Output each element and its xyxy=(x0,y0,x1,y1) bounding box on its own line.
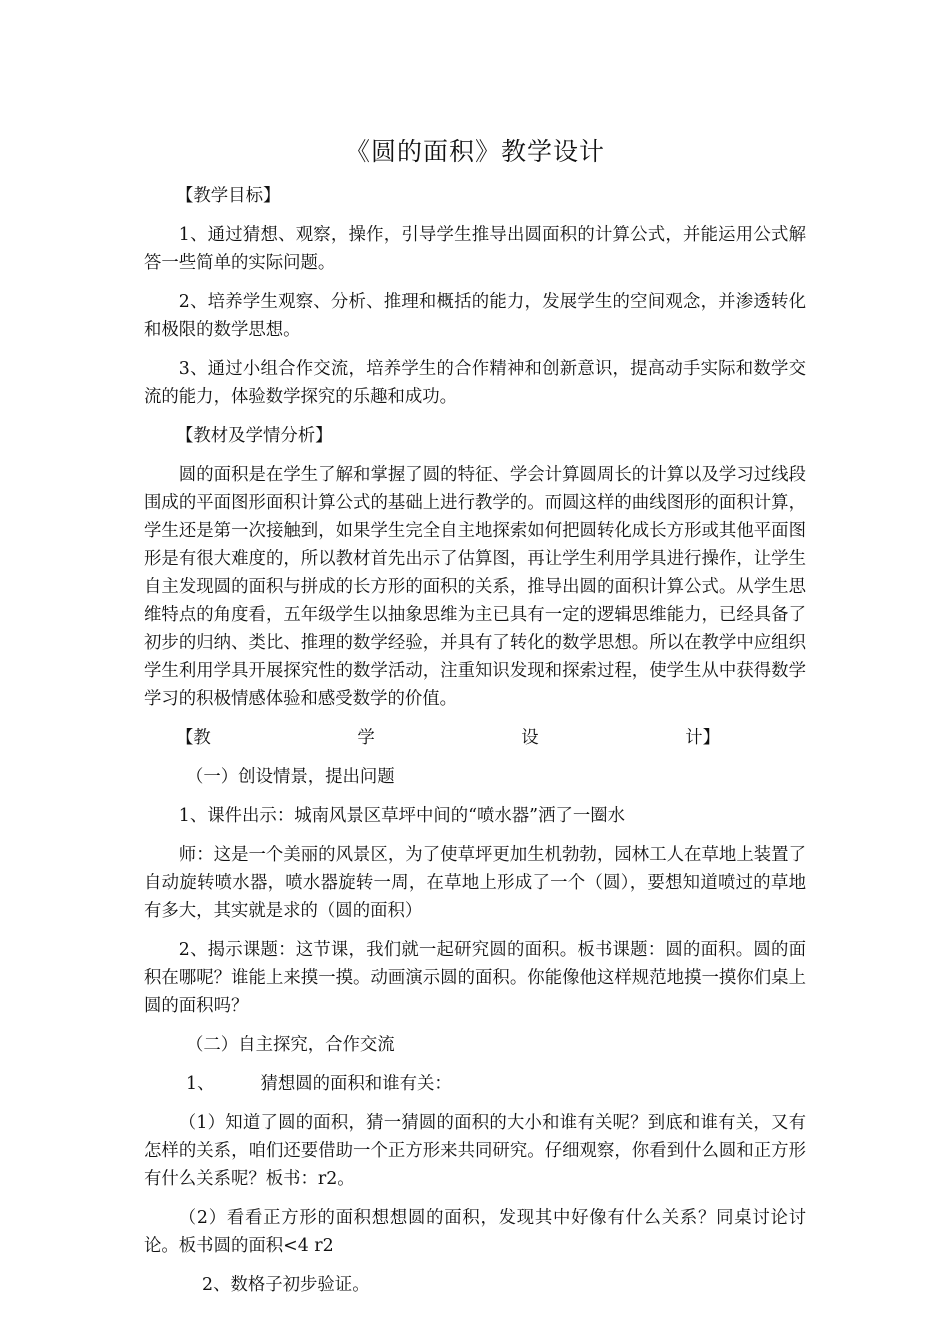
part1-teacher-paragraph: 师：这是一个美丽的风景区，为了使草坪更加生机勃勃，园林工人在草地上装置了自动旋转喷水器，喷水器旋转一周，在草地上形成了一个（圆），要想知道喷过的草地有多大，其实就是求的（圆的面积） xyxy=(144,845,806,921)
design-heading-part-3: 设 xyxy=(521,728,539,748)
design-heading-part-2: 学 xyxy=(357,728,375,748)
part2-heading: （二）自主探究，合作交流 xyxy=(186,1035,395,1055)
part2-item-1 xyxy=(144,1070,806,1098)
part1-heading: （一）创设情景，提出问题 xyxy=(186,767,395,787)
part2-item-1-text: 猜想圆的面积和谁有关： xyxy=(260,1074,452,1094)
analysis-heading: 【教材及学情分析】 xyxy=(176,426,333,446)
part1-item-2: 2、揭示课题：这节课，我们就一起研究圆的面积。板书课题：圆的面积。圆的面积在哪呢？谁能上来摸一摸。动画演示圆的面积。你能像他这样规范地摸一摸你们桌上圆的面积吗？ xyxy=(144,940,806,1016)
part1-item-1: 1、课件出示：城南风景区草坪中间的“喷水器”洒了一圈水 xyxy=(178,806,626,826)
analysis-paragraph: 圆的面积是在学生了解和掌握了圆的特征、学会计算圆周长的计算以及学习过线段围成的平面图形面积计算公式的基础上进行教学的。而圆这样的曲线图形的面积计算，学生还是第一次接触到，如果学生完全自主地探索如何把圆转化成长方形或其他平面图形是有很大难度的，所以教材首先出示了估算图，再让学生利用学具进行操作，让学生自主发现圆的面积与拼成的长方形的面积的关系，推导出圆的面积计算公式。从学生思维特点的角度看，五年级学生以抽象思维为主已具有一定的逻辑思维能力，已经具备了初步的归纳、类比、推理的数学经验，并具有了转化的数学思想。所以在教学中应组织学生利用学具开展探究性的数学活动，注重知识发现和探索过程，使学生从中获得数学学习的积极情感体验和感受数学的价值。 xyxy=(144,465,806,709)
goal-item-3: 3、通过小组合作交流，培养学生的合作精神和创新意识，提高动手实际和数学交流的能力，体验数学探究的乐趣和成功。 xyxy=(144,359,806,407)
document-body xyxy=(144,182,806,1310)
design-heading-part-1: 【教 xyxy=(176,728,211,748)
goal-item-1: 1、通过猜想、观察，操作，引导学生推导出圆面积的计算公式，并能运用公式解答一些简单的实际问题。 xyxy=(144,225,806,273)
document-title: 《圆的面积》教学设计 xyxy=(344,137,605,166)
design-heading-part-4: 计】 xyxy=(685,728,720,748)
goals-heading: 【教学目标】 xyxy=(176,186,281,206)
part2-sub-1: （1）知道了圆的面积，猜一猜圆的面积的大小和谁有关呢？到底和谁有关，又有怎样的关系，咱们还要借助一个正方形来共同研究。仔细观察，你看到什么圆和正方形有什么关系呢？板书：r2。 xyxy=(144,1113,806,1189)
goal-item-2: 2、培养学生观察、分析、推理和概括的能力，发展学生的空间观念，并渗透转化和极限的数学思想。 xyxy=(144,292,806,340)
design-heading xyxy=(144,724,806,752)
part2-sub-2: （2）看看正方形的面积想想圆的面积，发现其中好像有什么关系？同桌讨论讨论。板书圆的面积<4 r2 xyxy=(144,1208,806,1256)
part2-item-1-number: 1、 xyxy=(186,1074,215,1094)
part2-item-2: 2、数格子初步验证。 xyxy=(202,1275,370,1295)
